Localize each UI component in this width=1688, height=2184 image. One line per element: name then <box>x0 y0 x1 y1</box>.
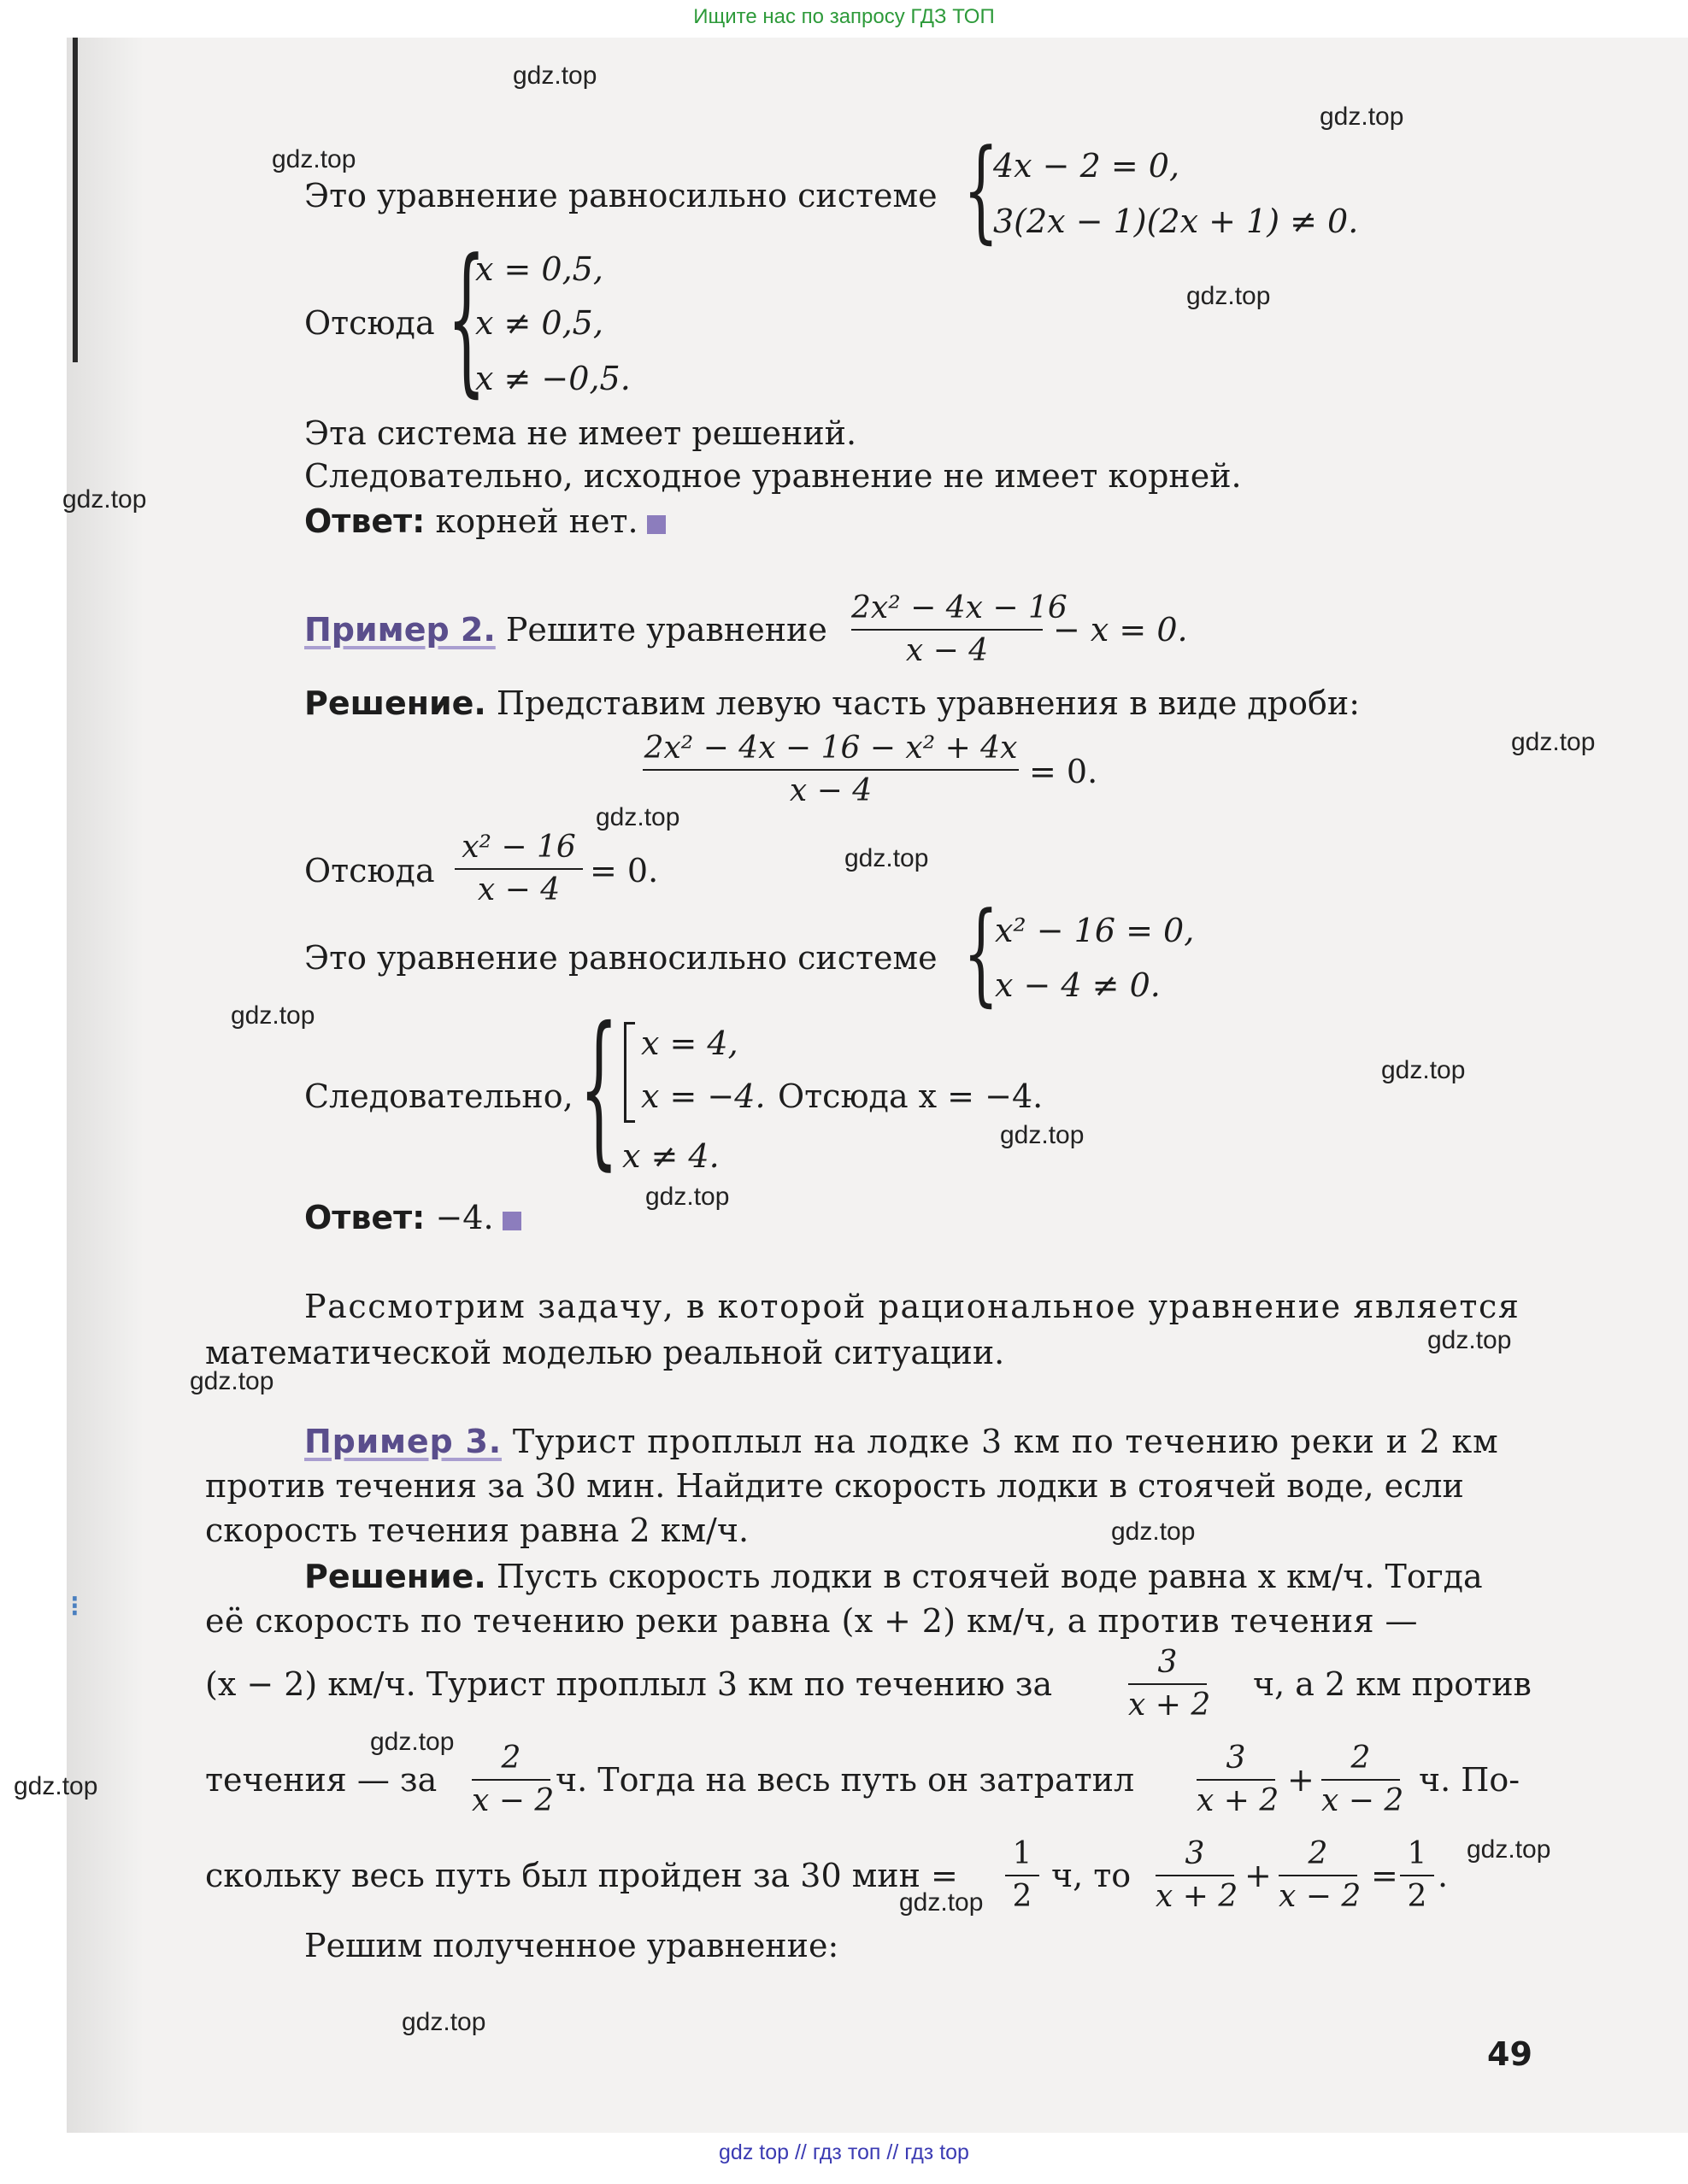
fraction-denominator: x − 4 <box>477 872 561 907</box>
page-gutter-shadow <box>67 38 144 2133</box>
example-3-heading <box>304 1425 1498 1458</box>
system2-eq-2: x ≠ 0,5, <box>475 304 603 342</box>
margin-mark: ⁝ <box>70 1589 79 1623</box>
watermark: gdz.top <box>402 2008 486 2036</box>
paragraph-line: Рассмотрим задачу, в которой рациональное уравнение является <box>304 1288 1520 1325</box>
end-of-solution-mark <box>503 1212 521 1230</box>
solution-line: Решим полученное уравнение: <box>304 1927 839 1964</box>
solution-2 <box>304 684 1361 722</box>
system-eq-2: 3(2x − 1)(2x + 1) ≠ 0. <box>993 203 1359 240</box>
solution-line-part: течения — за <box>205 1761 438 1799</box>
watermark: gdz.top <box>596 803 680 831</box>
fraction-2-over-x-minus-2 <box>1321 1741 1404 1818</box>
watermark: gdz.top <box>1381 1056 1466 1084</box>
equals-sign: = <box>1371 1857 1398 1894</box>
watermark: gdz.top <box>1186 282 1271 310</box>
hence-label: Отсюда <box>304 304 435 342</box>
system-eq-1: 4x − 2 = 0, <box>993 147 1180 185</box>
plus-sign: + <box>1244 1857 1272 1894</box>
answer-2 <box>304 1201 521 1234</box>
watermark: gdz.top <box>844 844 929 872</box>
watermark: gdz.top <box>190 1367 274 1395</box>
task-line: скорость течения равна 2 км/ч. <box>205 1512 750 1549</box>
solution-3 <box>304 1560 1483 1593</box>
solution-label: Решение. <box>304 1558 486 1595</box>
page-number: 49 <box>1487 2035 1532 2073</box>
fraction-2-over-x-minus-2 <box>472 1741 555 1818</box>
watermark: gdz.top <box>1111 1518 1196 1546</box>
fraction-numerator: 3 <box>1197 1743 1275 1781</box>
fraction-numerator: 2x² − 4x − 16 <box>851 593 1043 631</box>
example-2-heading <box>304 611 827 649</box>
task-line: против течения за 30 мин. Найдите скорость лодки в стоячей воде, если <box>205 1467 1464 1505</box>
watermark: gdz.top <box>231 1001 315 1030</box>
equation-tail: − x = 0. <box>1053 611 1188 649</box>
solution-text: Представим левую часть уравнения в виде дроби: <box>485 684 1361 722</box>
fraction-2-over-x-minus-2 <box>1279 1836 1362 1914</box>
watermark: gdz.top <box>272 145 356 173</box>
watermark: gdz.top <box>1427 1326 1512 1354</box>
fraction-denominator: x − 2 <box>1321 1783 1404 1818</box>
end-of-solution-mark <box>647 515 666 534</box>
plus-sign: + <box>1287 1761 1315 1799</box>
example-2-task: Решите уравнение <box>495 611 827 649</box>
fraction-denominator: 2 <box>1407 1879 1427 1914</box>
solution-line-part: (x − 2) км/ч. Турист проплыл 3 км по течению за <box>205 1665 1053 1703</box>
system2-eq-1: x = 0,5, <box>475 250 603 288</box>
watermark: gdz.top <box>899 1888 984 1917</box>
system3-eq-1: x² − 16 = 0, <box>995 912 1195 949</box>
book-spine-edge <box>73 38 78 362</box>
solution-label: Решение. <box>304 684 486 722</box>
fraction-combined <box>643 733 1019 807</box>
set-bracket <box>624 1022 635 1123</box>
watermark: gdz.top <box>1467 1835 1551 1864</box>
text-line: Эта система не имеет решений. <box>304 414 857 452</box>
system-intro: Это уравнение равносильно системе <box>304 177 938 214</box>
equation-tail: = 0. <box>1029 753 1098 790</box>
brace-system-3: { <box>963 888 999 1018</box>
fraction-numerator: x² − 16 <box>455 832 583 870</box>
fraction-numerator: 2 <box>472 1743 550 1781</box>
task-text: Турист проплыл на лодке 3 км по течению реки и 2 км <box>501 1423 1499 1460</box>
footer-banner[interactable]: gdz top // гдз топ // гдз top <box>719 2140 969 2164</box>
solution-line: её скорость по течению реки равна (x + 2) км/ч, а против течения — <box>205 1602 1418 1640</box>
watermark: gdz.top <box>1511 728 1596 756</box>
watermark: gdz.top <box>62 485 147 514</box>
equation-tail: = 0. <box>590 852 659 889</box>
fraction-numerator: 1 <box>1005 1839 1039 1876</box>
paragraph-line: математической моделью реальной ситуации. <box>205 1334 1005 1371</box>
set-item-2: x = −4. <box>641 1077 766 1115</box>
system-intro: Это уравнение равносильно системе <box>304 939 938 977</box>
fraction-3-over-x-plus-2 <box>1128 1645 1211 1723</box>
fraction-denominator: x + 2 <box>1156 1879 1238 1914</box>
fraction-denominator: x − 4 <box>789 773 873 808</box>
header-banner[interactable]: Ищите нас по запросу ГДЗ ТОП <box>693 5 995 28</box>
brace-system-4: { <box>579 990 619 1186</box>
watermark: gdz.top <box>645 1183 730 1211</box>
answer-label: Ответ: <box>304 502 426 540</box>
watermark: gdz.top <box>370 1728 455 1756</box>
fraction-numerator: 1 <box>1400 1839 1434 1876</box>
system2-eq-3: x ≠ −0,5. <box>475 360 631 397</box>
fraction-numerator: 3 <box>1128 1647 1207 1685</box>
fraction-eq2 <box>851 590 1067 668</box>
therefore-label: Следовательно, <box>304 1077 573 1115</box>
fraction-reduced <box>455 832 583 906</box>
fraction-one-half <box>1005 1836 1039 1914</box>
answer-text: корней нет. <box>425 502 638 540</box>
watermark: gdz.top <box>1000 1121 1085 1149</box>
solution-line-part: ч, то <box>1051 1857 1132 1894</box>
answer-1 <box>304 502 666 540</box>
solution-line-part: ч. Тогда на весь путь он затратил <box>556 1761 1135 1799</box>
fraction-denominator: x − 2 <box>1279 1879 1362 1914</box>
set-item-1: x = 4, <box>641 1024 738 1062</box>
fraction-denominator: x + 2 <box>1128 1688 1211 1723</box>
brace-system-1: { <box>963 125 999 255</box>
watermark: gdz.top <box>1320 103 1404 131</box>
solution-line-part: ч, а 2 км против <box>1253 1665 1532 1703</box>
period: . <box>1438 1857 1449 1894</box>
hence-result: Отсюда x = −4. <box>778 1077 1044 1115</box>
solution-text: Пусть скорость лодки в стоячей воде равна x км/ч. Тогда <box>485 1558 1483 1595</box>
fraction-3-over-x-plus-2 <box>1156 1836 1238 1914</box>
text-line: Следовательно, исходное уравнение не имеет корней. <box>304 457 1242 495</box>
watermark: gdz.top <box>14 1772 98 1800</box>
fraction-numerator: 2 <box>1279 1839 1357 1876</box>
fraction-one-half <box>1400 1836 1434 1914</box>
solution-line-part: ч. По- <box>1419 1761 1520 1799</box>
fraction-denominator: 2 <box>1012 1879 1032 1914</box>
system3-eq-2: x − 4 ≠ 0. <box>995 966 1161 1004</box>
fraction-numerator: 3 <box>1156 1839 1234 1876</box>
fraction-3-over-x-plus-2 <box>1197 1741 1279 1818</box>
hence-label: Отсюда <box>304 852 435 889</box>
answer-text: −4. <box>425 1199 494 1236</box>
solution-line-part: скольку весь путь был пройден за 30 мин = <box>205 1857 958 1894</box>
fraction-denominator: x − 2 <box>472 1783 555 1818</box>
set-item-3: x ≠ 4. <box>622 1137 720 1175</box>
answer-label: Ответ: <box>304 1199 426 1236</box>
fraction-denominator: x + 2 <box>1197 1783 1279 1818</box>
fraction-denominator: x − 4 <box>905 633 989 668</box>
fraction-numerator: 2 <box>1321 1743 1400 1781</box>
example-3-label: Пример 3. <box>304 1423 502 1460</box>
fraction-numerator: 2x² − 4x − 16 − x² + 4x <box>643 733 1019 771</box>
brace-system-2: { <box>447 224 486 413</box>
example-2-label: Пример 2. <box>304 611 496 649</box>
watermark: gdz.top <box>513 62 597 90</box>
